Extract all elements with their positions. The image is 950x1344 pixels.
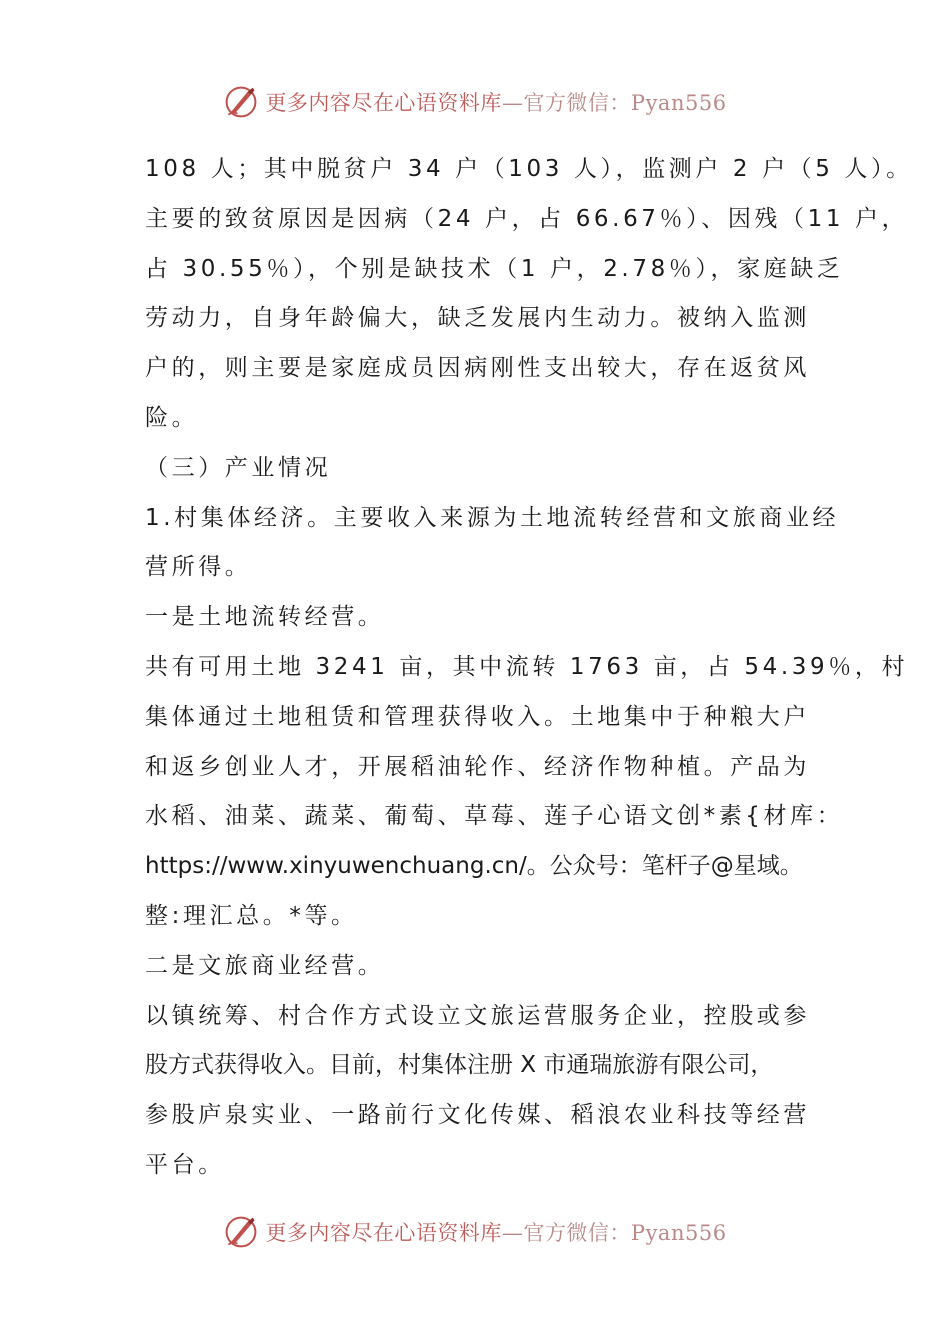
body-line: 户的，则主要是家庭成员因病刚性支出较大，存在返贫风 — [145, 355, 810, 382]
body-line: 108 人；其中脱贫户 34 户（103 人），监测户 2 户（5 人）。 — [145, 156, 913, 182]
body-line: 股方式获得收入。目前，村集体注册 X 市通瑞旅游有限公司， — [145, 1052, 774, 1079]
subsection-heading: 一是土地流转经营。 — [145, 604, 385, 631]
body-line: 1.村集体经济。主要收入来源为土地流转经营和文旅商业经 — [145, 504, 840, 531]
subsection-heading: 二是文旅商业经营。 — [145, 952, 385, 979]
body-line: 共有可用土地 3241 亩，其中流转 1763 亩，占 54.39％，村 — [145, 653, 909, 680]
body-line: 参股庐泉实业、一路前行文化传媒、稻浪农业科技等经营 — [145, 1102, 810, 1129]
header-watermark — [0, 80, 950, 124]
section-heading: （三）产业情况 — [145, 454, 332, 481]
body-line: 营所得。 — [145, 554, 252, 581]
footer-watermark — [0, 1210, 950, 1254]
watermark-text — [265, 1217, 726, 1247]
document-body — [145, 145, 913, 1191]
body-line: 整:理汇总。*等。 — [145, 902, 358, 929]
body-line: 以镇统筹、村合作方式设立文旅运营服务企业，控股或参 — [145, 1002, 810, 1029]
quill-pen-logo-icon — [223, 84, 259, 120]
watermark-text — [265, 87, 726, 117]
body-line: 占 30.55％），个别是缺技术（1 户，2.78％），家庭缺乏 — [145, 255, 844, 282]
watermark-contact: 官方微信：Pyan556 — [523, 1221, 727, 1245]
quill-pen-logo-icon — [223, 1214, 259, 1250]
body-line: 集体通过土地租赁和管理获得收入。土地集中于种粮大户 — [145, 703, 810, 730]
watermark-contact: 官方微信：Pyan556 — [523, 91, 727, 115]
body-line: 险。 — [145, 404, 199, 431]
watermark-brand: 更多内容尽在心语资料库 — [265, 91, 502, 115]
watermark-separator: — — [501, 1221, 524, 1245]
body-line: 主要的致贫原因是因病（24 户，占 66.67％）、因残（11 户， — [145, 205, 909, 232]
body-line: 水稻、油菜、蔬菜、葡萄、草莓、莲子心语文创*素{材库： — [145, 803, 844, 830]
watermark-brand: 更多内容尽在心语资料库 — [265, 1221, 502, 1245]
body-line: 平台。 — [145, 1151, 225, 1178]
watermark-separator: — — [501, 91, 524, 115]
body-line: 劳动力，自身年龄偏大，缺乏发展内生动力。被纳入监测 — [145, 305, 810, 332]
body-line: 和返乡创业人才，开展稻油轮作、经济作物种植。产品为 — [145, 753, 810, 780]
body-line-url: https://www.xinyuwenchuang.cn/。公众号：笔杆子@星域。 — [145, 853, 803, 880]
